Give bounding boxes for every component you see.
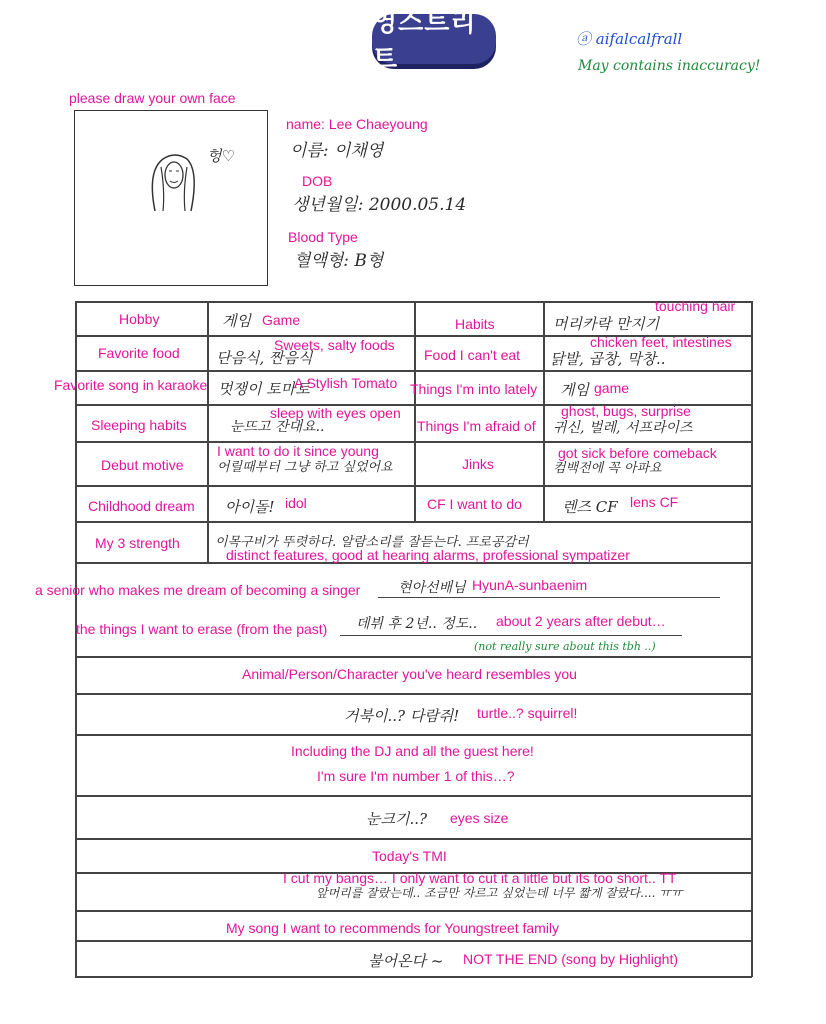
grid-bottom-border — [75, 976, 752, 978]
strength-label: My 3 strength — [95, 535, 180, 551]
handle-text: aifalcalfrall — [595, 30, 683, 48]
sleep-label: Sleeping habits — [91, 417, 187, 433]
afraid-en: ghost, bugs, surprise — [561, 403, 691, 419]
number1-en: eyes size — [450, 810, 509, 826]
cf-en: lens CF — [630, 494, 679, 510]
habits-label: Habits — [455, 316, 495, 332]
fav-food-label: Favorite food — [98, 345, 180, 361]
erase-kr: 데뷔 후 2년.. 정도.. — [356, 616, 478, 632]
cant-eat-kr: 닭발, 곱창, 막창.. — [550, 350, 666, 368]
debut-kr: 어릴때부터 그냥 하고 싶었어요 — [217, 460, 393, 475]
author-handle — [576, 28, 682, 49]
erase-en: about 2 years after debut… — [496, 613, 666, 629]
erase-label: the things I want to erase (from the past) — [76, 621, 328, 637]
name-value: 이름: 이채영 — [290, 141, 384, 161]
debut-label: Debut motive — [101, 457, 184, 473]
erase-underline — [340, 635, 682, 636]
grid-line — [75, 656, 752, 658]
strength-kr: 이목구비가 뚜렷하다. 알람소리를 잘듣는다. 프로공감러 — [215, 535, 529, 550]
child-label: Childhood dream — [88, 498, 195, 514]
erase-note: (not really sure about this tbh ..) — [474, 640, 656, 653]
blood-label: Blood Type — [288, 229, 358, 245]
animal-kr: 거북이..? 다람쥐! — [344, 707, 460, 725]
habits-kr: 머리카락 만지기 — [553, 315, 660, 333]
child-en: idol — [285, 495, 307, 511]
grid-col-line — [207, 521, 209, 562]
karaoke-label: Favorite song in karaoke — [54, 377, 208, 393]
habits-en: touching hair — [655, 298, 736, 314]
logo-text: 영스트리트 — [372, 8, 477, 75]
grid-col-line — [207, 301, 209, 522]
grid-left-border — [75, 301, 77, 977]
grid-line — [75, 940, 752, 942]
jinks-label: Jinks — [462, 456, 494, 472]
debut-en: I want to do it since young — [217, 443, 379, 459]
afraid-kr: 귀신, 벌레, 서프라이즈 — [553, 420, 693, 436]
sleep-en: sleep with eyes open — [270, 405, 401, 421]
karaoke-en: A Stylish Tomato — [294, 375, 398, 391]
into-label: Things I'm into lately — [410, 381, 538, 397]
face-doodle-text: 헝♡ — [207, 147, 235, 165]
cant-eat-en: chicken feet, intestines — [590, 334, 732, 350]
strength-en: distinct features, good at hearing alarms, professional sympatizer — [226, 547, 630, 563]
grid-col-line — [543, 301, 545, 522]
grid-line — [75, 838, 752, 840]
into-kr: 게임 — [560, 381, 589, 399]
face-doodle-icon — [75, 111, 266, 284]
song-label: My song I want to recommends for Youngstreet family — [226, 920, 560, 936]
animal-en: turtle..? squirrel! — [477, 705, 578, 721]
child-kr: 아이돌! — [225, 498, 275, 516]
grid-line — [75, 693, 752, 695]
senior-en: HyunA-sunbaenim — [472, 577, 588, 593]
dob-value: 생년월일: 2000.05.14 — [292, 195, 467, 215]
fav-food-en: Sweets, salty foods — [274, 337, 395, 353]
fav-food-kr: 단음식, 짠음식 — [216, 349, 313, 367]
number1-kr: 눈크기..? — [366, 810, 428, 828]
senior-kr: 현아선배님 — [398, 580, 466, 596]
name-label: name: Lee Chaeyoung — [286, 116, 428, 132]
senior-underline — [378, 597, 720, 598]
cant-eat-label: Food I can't eat — [424, 347, 521, 363]
cf-label: CF I want to do — [427, 496, 522, 512]
dob-label: DOB — [302, 173, 333, 189]
into-en: game — [594, 380, 630, 396]
youngstreet-logo — [372, 8, 496, 75]
song-kr: 불어온다 ~ — [368, 952, 444, 970]
grid-col-line — [414, 301, 416, 522]
at-sign-icon: ⓐ — [576, 30, 592, 48]
sleep-kr: 눈뜨고 잔대요.. — [230, 419, 325, 435]
face-drawing-box — [74, 110, 268, 286]
karaoke-kr: 멋쟁이 토마토 — [218, 380, 310, 398]
afraid-label: Things I'm afraid of — [417, 418, 536, 434]
animal-label: Animal/Person/Character you've heard resembles you — [242, 666, 577, 682]
senior-label: a senior who makes me dream of becoming a singer — [35, 582, 361, 598]
number1-line1: Including the DJ and all the guest here! — [291, 743, 534, 759]
hobby-kr: 게임 — [222, 312, 251, 330]
face-label: please draw your own face — [69, 90, 236, 106]
blood-value: 혈액형: B형 — [294, 251, 384, 271]
song-en: NOT THE END (song by Highlight) — [463, 951, 678, 967]
grid-line — [75, 795, 752, 797]
grid-line — [75, 734, 752, 736]
cf-kr: 렌즈 CF — [562, 498, 618, 516]
hobby-label: Hobby — [119, 311, 160, 327]
jinks-kr: 컴백전에 꼭 아파요 — [553, 461, 662, 476]
tmi-kr: 앞머리를 잘랐는데.. 조금만 자르고 싶었는데 너무 짧게 잘랐다.... ㅠㅠ — [316, 886, 683, 900]
number1-line2: I'm sure I'm number 1 of this…? — [317, 768, 515, 784]
accuracy-note: May contains inaccuracy! — [578, 58, 761, 74]
grid-line — [75, 910, 752, 912]
jinks-en: got sick before comeback — [558, 445, 717, 461]
hobby-en: Game — [262, 312, 301, 328]
grid-right-border — [751, 301, 753, 977]
tmi-label: Today's TMI — [372, 848, 447, 864]
tmi-en: I cut my bangs… I only want to cut it a little but its too short.. TT — [283, 870, 677, 886]
